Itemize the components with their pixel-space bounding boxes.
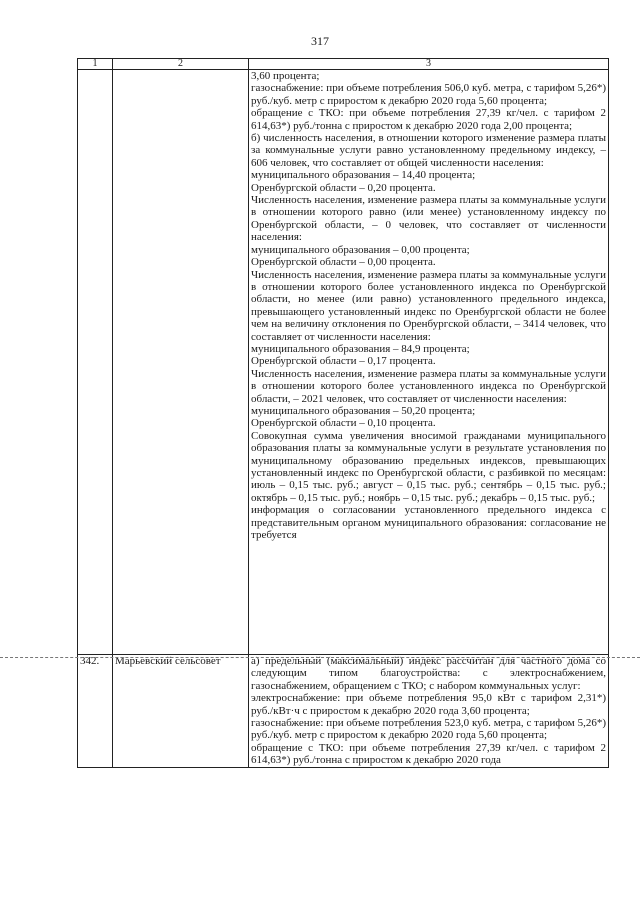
- content-paragraph: Численность населения, изменение размера платы за коммунальные услуги в отношении которого равно (или менее) установленному индексу по Оренбургской области, – 0 человек, что составляет от численности населения:: [251, 194, 606, 244]
- content-paragraph: б) численность населения, в отношении которого изменение размера платы за коммунальные услуги равно установленному предельному индексу, – 606 человек, что составляет от общей численности населения:: [251, 132, 606, 169]
- row-number-cell: [78, 70, 113, 655]
- content-paragraph: информация о согласовании установленного предельного индекса с представительным органом муниципального образования: согласование не требуется: [251, 504, 606, 542]
- content-paragraph: Оренбургской области – 0,17 процента.: [251, 355, 436, 368]
- content-paragraph: 3,60 процента;: [251, 70, 320, 82]
- row-content-cell: [249, 70, 609, 655]
- row-content-cell: [249, 655, 609, 768]
- content-paragraph: муниципального образования – 84,9 процента;: [251, 342, 470, 355]
- content-paragraph: муниципального образования – 14,40 процента;: [251, 169, 476, 182]
- table-row-continued: [78, 70, 609, 655]
- content-paragraph: обращение с ТКО: при объеме потребления 27,39 кг/чел. с тарифом 2 614,63*) руб./тонна с приростом к декабрю 2020 года: [251, 741, 606, 767]
- content-paragraph: газоснабжение: при объеме потребления 523,0 куб. метра, с тарифом 5,26*) руб./куб. метр с приростом к декабрю 2020 года 5,60 процента;: [251, 717, 606, 742]
- document-table: [77, 58, 609, 768]
- content-paragraph: Совокупная сумма увеличения вносимой гражданами муниципального образования платы за коммунальные услуги в результате установления по муниципальному образованию предельных индексов, превышающих установленный индекс по Оренбургской области, с разбивкой по месяцам: июль – 0,15 тыс. руб.; август – 0,15 тыс. руб.; сентябрь – 0,15 тыс. руб.; октябрь – 0,15 тыс. руб.; ноябрь – 0,15 тыс. руб.; декабрь – 0,15 тыс. руб.;: [251, 429, 606, 504]
- content-paragraph: муниципального образования – 0,00 процента;: [251, 243, 470, 256]
- table-row-342: [78, 655, 609, 768]
- header-col-3: 3: [249, 59, 609, 70]
- content-paragraph: обращение с ТКО: при объеме потребления 27,39 кг/чел. с тарифом 2 614,63*) руб./тонна с приростом к декабрю 2020 года 2,00 процента;: [251, 107, 606, 132]
- header-col-1: 1: [78, 59, 113, 70]
- content-paragraph: газоснабжение: при объеме потребления 506,0 куб. метра, с тарифом 5,26*) руб./куб. метр с приростом к декабрю 2020 года 5,60 процента;: [251, 82, 606, 107]
- content-paragraph: Оренбургской области – 0,00 процента.: [251, 256, 436, 269]
- content-paragraph: муниципального образования – 50,20 процента;: [251, 404, 476, 417]
- content-paragraph: а) предельный (максимальный) индекс рассчитан для частного дома со следующим типом благоустройства: с электроснабжением, газоснабжением, обращением с ТКО; с набором коммунальных услуг:: [251, 655, 606, 692]
- table-header-row: [78, 59, 609, 70]
- content-paragraph: электроснабжение: при объеме потребления 95,0 кВт с тарифом 2,31*) руб./кВт·ч с приростом к декабрю 2020 года 3,60 процента;: [251, 692, 606, 717]
- page-cut-line: [0, 657, 640, 658]
- row-number-cell: 342.: [78, 655, 113, 768]
- row-name-cell: [113, 70, 249, 655]
- content-paragraph: Оренбургской области – 0,20 процента.: [251, 181, 436, 194]
- content-paragraph: Оренбургской области – 0,10 процента.: [251, 417, 436, 430]
- header-col-2: 2: [113, 59, 249, 70]
- content-paragraph: Численность населения, изменение размера платы за коммунальные услуги в отношении которого более установленного индекса по Оренбургской области, но менее (или равно) установленного предельного индекса, превышающего установленный индекс по Оренбургской области не более чем на величину отклонения по Оренбургской области, – 3414 человек, что составляет от численности населения:: [251, 268, 606, 343]
- page-number: 317: [311, 34, 329, 48]
- content-paragraph: Численность населения, изменение размера платы за коммунальные услуги в отношении которого более установленного индекса по Оренбургской области, – 2021 человек, что составляет от численности населения:: [251, 367, 606, 405]
- row-name-cell: Марьевский сельсовет: [113, 655, 249, 768]
